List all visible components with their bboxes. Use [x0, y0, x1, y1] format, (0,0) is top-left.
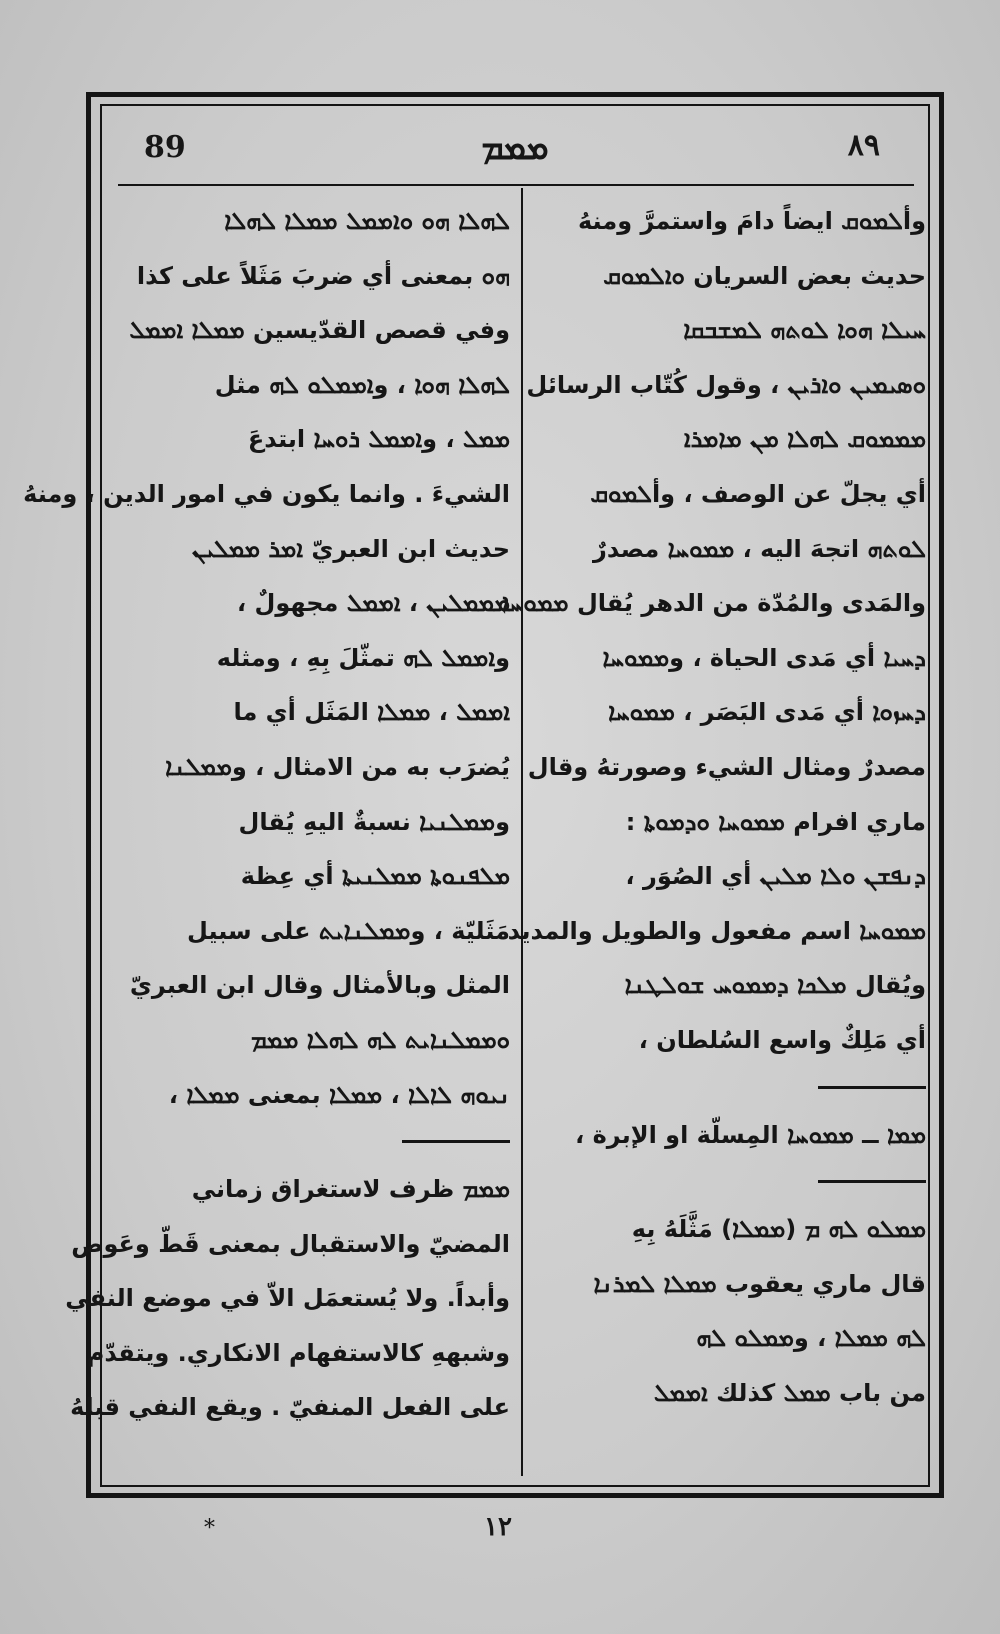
left-column-line: حديث ابن العبريّ ܐܡܪ ܡܡܠܝܢ: [192, 534, 510, 563]
column-divider: [521, 188, 523, 1476]
running-head: ܡܡܡ: [481, 128, 549, 168]
left-column-line: ܘܡܡܠܢܐܝܬ ܠܗ ܠܗܠܐ ܡܡܡ: [250, 1025, 510, 1054]
right-column-line: ماري افرام ܡܡܘܚܐ ܘܕܡܘܬܐ :: [625, 807, 926, 836]
right-column-line: ܡܡܐ ــ ܡܡܘܚܐ المِسلّة او الإبرة ،: [575, 1120, 926, 1149]
entry-separator-rule: [818, 1086, 926, 1089]
right-column-line: مصدرٌ ومثال الشيء وصورتهُ وقال: [527, 752, 926, 781]
left-column-line: ܡܡܡܠܝܢ ، ܐܡܡܠ مجهولٌ ،: [237, 589, 510, 618]
footer-mark: *: [204, 1516, 215, 1541]
left-column-line: على الفعل المنفيّ . ويقع النفي قبلهُ: [70, 1393, 510, 1422]
right-column-line: ܡܡܠܘ ܠܗ ܡ (ܡܡܠܐ) مَثَّلَهُ بِهِ: [631, 1215, 926, 1244]
page-number-arabic: ٨٩: [847, 128, 880, 163]
right-column-line: ܡܡܘܚܐ اسم مفعول والطويل والمديد: [507, 916, 926, 945]
left-column-line: ܗܘ بمعنى أي ضربَ مَثَلاً على كذا: [136, 261, 510, 290]
left-column-line: وفي قصص القدّيسين ܡܡܠܐ ܐܡܡܠ: [129, 316, 510, 345]
right-column-line: قال ماري يعقوب ܡܡܠܐ ܠܡܪܢܐ: [593, 1269, 926, 1298]
left-column-line: ܐܡܡܠ ، ܡܡܠܐ المَثَل أي ما: [233, 698, 510, 727]
left-column-line: وشبههِ كالاستفهام الانكاري. ويتقدّم: [86, 1338, 510, 1367]
right-column-separator: [532, 1068, 926, 1108]
left-column-line: ܡܡܠ ، وܐܡܡܠ ܪܘܚܐ ابتدعَ: [247, 425, 510, 454]
header-rule: [118, 184, 914, 186]
right-column-line: حديث بعض السريان ܘܐܠܡܘܩ: [603, 261, 926, 290]
entry-separator-rule: [818, 1180, 926, 1183]
right-column-line: ܕܚܝܐ أي مَدى الحياة ، وܡܡܘܚܐ: [602, 643, 926, 672]
left-column-line: المضيّ والاستقبال بمعنى قَطّ وعَوض: [71, 1229, 510, 1258]
signature-number: ١٢: [484, 1512, 512, 1542]
right-column-line: ܡܡܡܘܩ ܠܗܠܐ ܡܢ ܡܐܡܪܐ: [683, 425, 926, 454]
left-column-line: الشيءَ . وانما يكون في امور الدين ، ومنهُ: [23, 479, 510, 508]
left-column-line: وܐܡܡܠ ܠܗ تمثّلَ بِهِ ، ومثله: [216, 643, 510, 672]
right-column-line: أي يجلّ عن الوصف ، وأܠܡܘܩ: [590, 479, 926, 508]
right-column-separator: [532, 1162, 926, 1202]
left-column-line: ܠܗܠܐ ܗܘܐ ، وܐܡܡܠܘ ܠܗ مثل: [214, 370, 510, 399]
left-column: [23, 194, 510, 1435]
right-column-line: ܕܚܙܘܐ أي مَدى البَصَر ، ܡܡܘܚܐ: [608, 698, 926, 727]
right-column-line: ويُقال ܡܠܟܐ ܕܡܡܘܚ ܫܘܠܛܢܐ: [624, 971, 926, 1000]
right-column-line: ܠܗ ܡܡܠܐ ، وܡܡܠܘ ܠܗ: [696, 1324, 926, 1353]
left-column-line: ܢܝܘܗ ܠܐܠܐ ، ܡܡܠܐ بمعنى ܡܡܠܐ ،: [168, 1080, 510, 1109]
left-column-line: المثل وبالأمثال وقال ابن العبريّ: [129, 971, 510, 1000]
right-column-line: ܠܘܬܗ اتجهَ اليه ، ܡܡܘܚܐ مصدرٌ: [593, 534, 926, 563]
right-column-line: وأܠܡܘܩ ايضاً دامَ واستمرَّ ومنهُ: [578, 207, 926, 235]
left-column-line: وأبداً. ولا يُستعمَل الاّ في موضع النفي: [65, 1284, 510, 1313]
right-column-line: والمَدى والمُدّة من الدهر يُقال ܡܡܘܚܐ: [501, 589, 926, 618]
page-number-latin: 89: [144, 130, 186, 165]
right-column: [501, 194, 926, 1420]
left-column-line: يُضرَب به من الامثال ، وܡܡܠܢܐ: [165, 752, 510, 781]
left-column-line: ܡܡܡ ظرف لاستغراق زماني: [191, 1175, 510, 1204]
left-column-line: ܡܠܦܢܘܬܐ ܡܡܠܢܝܬܐ أي عِظة: [240, 862, 510, 891]
right-column-line: ܘܣܝܡܝܢ ܘܐܪܝܢ ، وقول كُتّاب الرسائل: [526, 370, 926, 399]
entry-separator-rule: [402, 1140, 510, 1143]
right-column-line: ܕܢܦܫܢ ܘܠܐ ܡܠܝܢ أي الصُوَر ،: [625, 862, 926, 891]
right-column-line: أي مَلِكٌ واسع السُلطان ،: [638, 1025, 926, 1054]
right-column-line: ܚܝܠܐ ܗܘܐ ܠܘܬܗ ܠܡܫܒܩܐ: [683, 316, 926, 345]
left-column-line: ܠܗܠܐ ܗܘ ܘܐܡܡܠ ܡܡܠܐ ܠܗܠܐ: [224, 207, 510, 235]
left-column-line: مَثَليّة ، وܡܡܠܢܐܝܬ على سبيل: [187, 916, 510, 945]
right-column-line: من باب ܡܡܠ كذلك ܐܡܡܠ: [653, 1378, 926, 1407]
page-header: [102, 118, 928, 184]
left-column-line: وܡܡܠܢܝܐ نسبةٌ اليهِ يُقال: [238, 807, 510, 836]
left-column-separator: [118, 1122, 510, 1162]
